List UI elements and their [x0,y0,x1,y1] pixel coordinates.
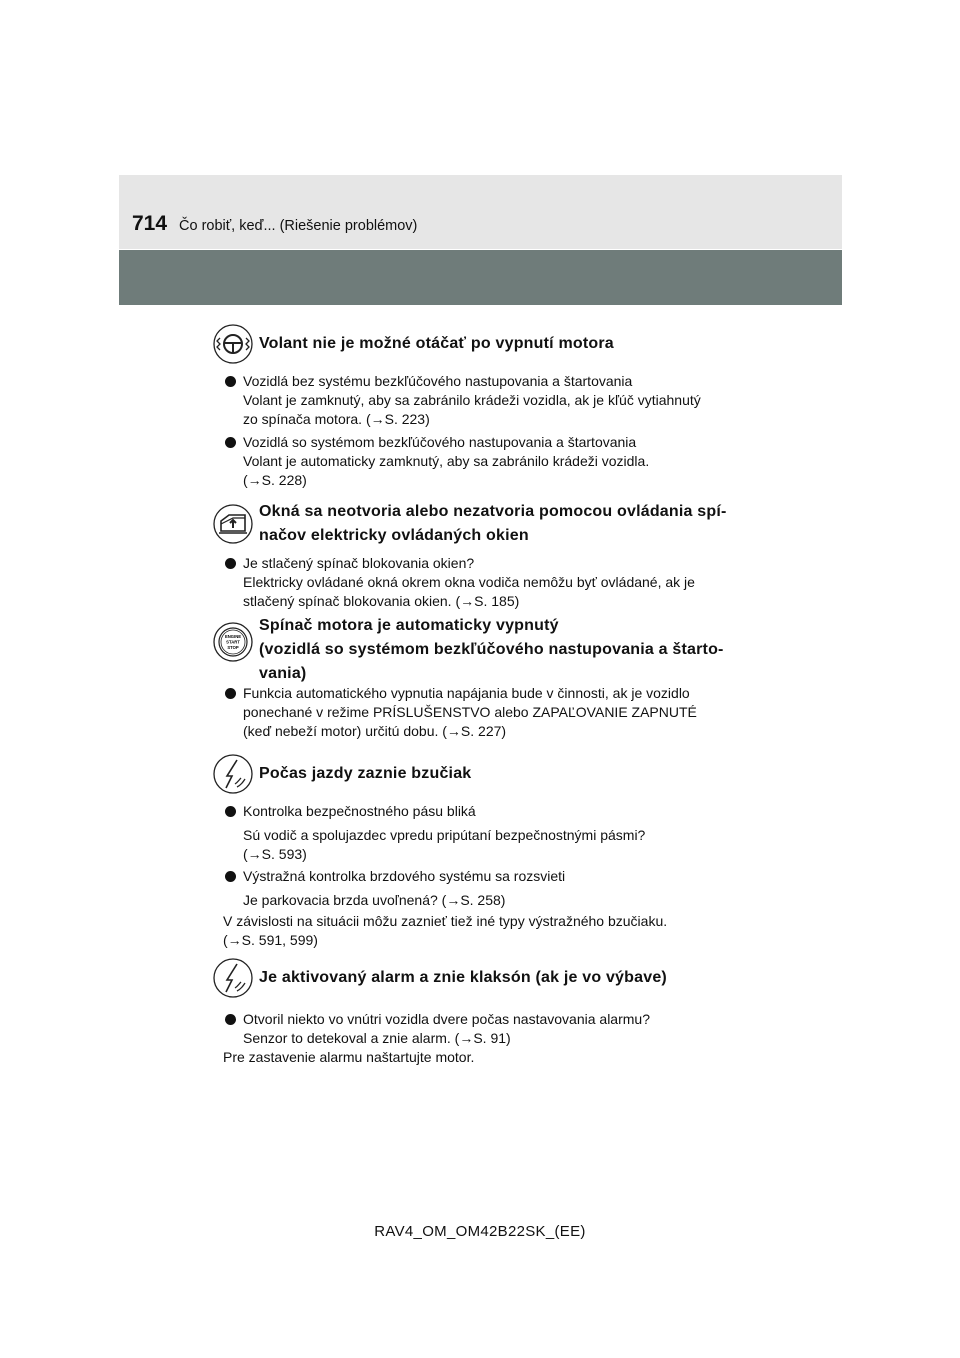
list-item: Kontrolka bezpečnostného pásu bliká [243,803,476,819]
steering-lock-icon [213,324,253,364]
engine-start-stop-icon [213,622,253,662]
section-title-steering: Volant nie je možné otáčať po vypnutí motora [259,335,614,352]
alarm-horn-icon [213,958,253,998]
list-item: Vozidlá so systémom bezkľúčového nastupovania a štartovania Volant je automaticky zamknutý, aby sa zabránilo krádeži vozidla. (→S. 228) [243,434,650,488]
list-item: Je stlačený spínač blokovania okien? Elektricky ovládané okná okrem okna vodiča nemôžu byť ovládané, ak je stlačený spínač blokovania okien. (→S. 185) [243,555,695,609]
document-code: RAV4_OM_OM42B22SK_(EE) [374,1223,586,1240]
section-title-engine-switch: Spínač motora je automaticky vypnutý (vozidlá so systémom bezkľúčového nastupovania a štarto- vania) [259,617,724,682]
note-text: Pre zastavenie alarmu naštartujte motor. [223,1049,475,1065]
page-number: 714 [132,212,168,235]
bullet [225,806,236,817]
bullet [225,558,236,569]
list-item: Otvoril niekto vo vnútri vozidla dvere počas nastavovania alarmu? Senzor to detekoval a znie alarm. (→S. 91) [243,1011,650,1046]
bullet [225,688,236,699]
warning-sound-icon [213,754,253,794]
header-band [119,175,842,249]
section-title-windows: Okná sa neotvoria alebo nezatvoria pomocou ovládania spí- načov elektricky ovládaných okien [259,503,727,544]
icon-label-stop: STOP [227,645,239,650]
list-item: Funkcia automatického vypnutia napájania bude v činnosti, ak je vozidlo ponechané v režime PRÍSLUŠENSTVO alebo ZAPAĽOVANIE ZAPNUTÉ (keď nebeží motor) určitú dobu. (→S. 227) [243,685,697,739]
bullet [225,1014,236,1025]
list-item: Vozidlá bez systému bezkľúčového nastupovania a štartovania Volant je zamknutý, aby sa zabránilo krádeži vozidla, ak je kľúč vytiahnutý zo spínača motora. (→S. 223) [243,373,701,427]
running-title: Čo robiť, keď... (Riešenie problémov) [179,218,418,234]
list-item-detail: Sú vodič a spolujazdec vpredu pripútaní bezpečnostnými pásmi? (→S. 593) [243,827,646,862]
bullet [225,376,236,387]
power-window-icon [213,504,253,544]
note-text: V závislosti na situácii môžu zaznieť tiež iné typy výstražného bzučiaku. (→S. 591, 599) [223,913,668,948]
icon-label-engine: ENGINE [224,634,242,639]
section-title-buzzer: Počas jazdy zaznie bzučiak [259,765,472,782]
list-item: Výstražná kontrolka brzdového systému sa rozsvieti [243,868,566,884]
section-band [119,250,842,305]
bullet [225,437,236,448]
section-title-alarm: Je aktivovaný alarm a znie klaksón (ak je vo výbave) [259,969,667,986]
list-item-detail: Je parkovacia brzda uvoľnená? (→S. 258) [243,892,506,908]
icon-label-start: START [226,639,240,645]
bullet [225,871,236,882]
